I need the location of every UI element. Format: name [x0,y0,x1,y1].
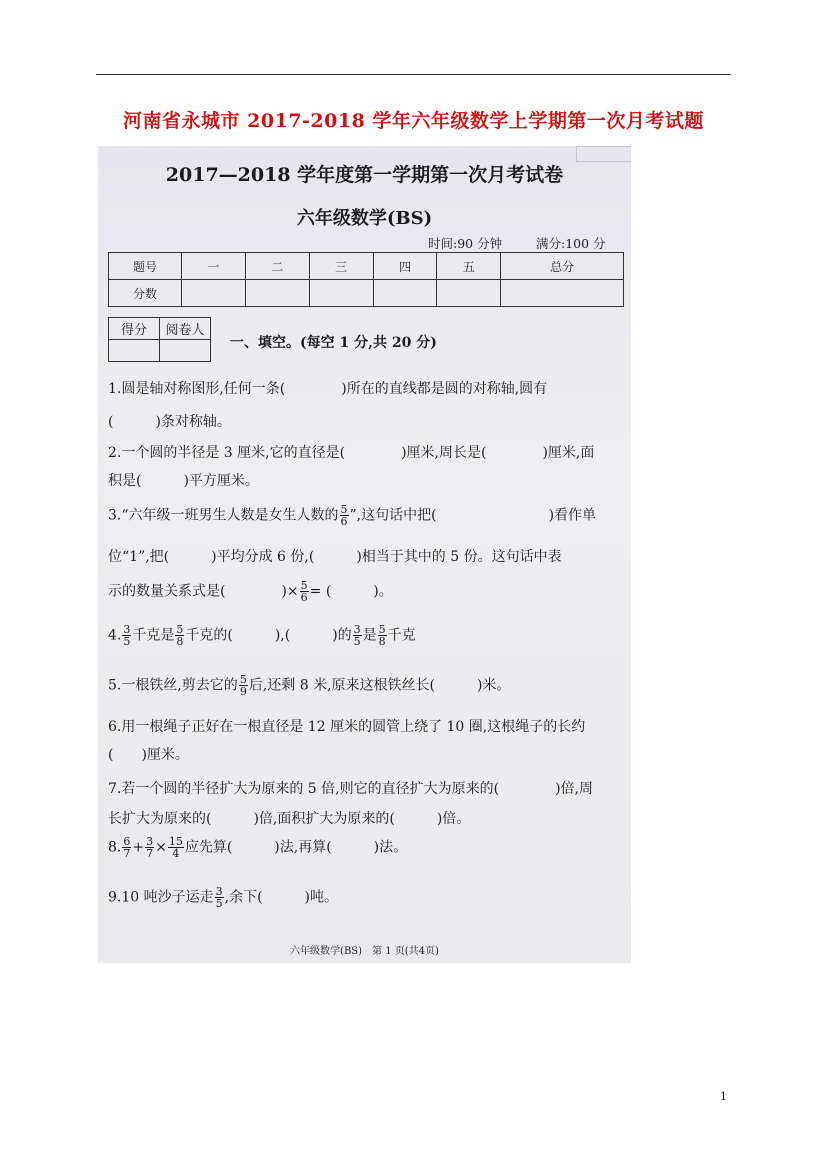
score-table [108,252,624,307]
score-table-cell: 三 [309,253,373,280]
exam-photo [98,146,631,963]
question-1-line-1: 1.圆是轴对称图形,任何一条( )所在的直线都是圆的对称轴,圆有 [108,381,548,397]
fraction-numerator: 5 [378,623,386,636]
question-6-line-2: ( )厘米。 [108,747,189,763]
question-text: = ( )。 [309,583,393,600]
top-rule [96,74,731,75]
question-text: 5.一根铁丝,剪去它的 [108,677,238,694]
question-7-line-2: 长扩大为原来的( )倍,面积扩大为原来的( )倍。 [108,811,471,827]
question-text: 示的数量关系式是( )× [108,583,299,600]
score-blank-cell [182,280,246,307]
fraction-numerator: 15 [168,835,183,848]
fraction [340,504,349,527]
score-table-cell: 题号 [109,253,182,280]
question-text: 9.10 吨沙子运走 [108,889,214,906]
fraction-numerator: 6 [123,835,131,848]
score-table-cell: 一 [182,253,246,280]
score-blank-cell [309,280,373,307]
fraction-numerator: 3 [146,835,154,848]
fraction-denominator: 4 [172,847,180,860]
score-table-cell: 五 [437,253,501,280]
score-table-cell: 分数 [109,280,182,307]
grader-table [108,317,211,362]
fraction-numerator: 5 [239,673,247,686]
exam-paper [98,146,631,963]
question-7-line-1: 7.若一个圆的半径扩大为原来的 5 倍,则它的直径扩大为原来的( )倍,周 [108,781,593,797]
score-table-cell: 二 [245,253,309,280]
question-text: ”,这句话中把( )看作单 [349,507,597,524]
question-text: 千克是 [132,627,175,644]
fraction-numerator: 5 [300,579,308,592]
fraction-numerator: 5 [176,623,184,636]
question-3-line-1 [108,504,596,527]
question-6-line-1: 6.用一根绳子正好在一根直径是 12 厘米的圆管上绕了 10 圈,这根绳子的长约 [108,719,586,735]
page-number: 1 [720,1090,727,1103]
fraction-denominator: 5 [353,635,361,648]
grader-blank-cell [160,340,211,362]
question-text: 8. [108,839,122,856]
score-blank-cell [437,280,501,307]
fraction [239,674,248,697]
question-text: ,余下( )吨。 [224,889,338,906]
fraction [175,624,184,647]
fraction-denominator: 9 [239,685,247,698]
grader-cell: 阅卷人 [160,318,211,340]
fraction-denominator: 5 [123,635,131,648]
grader-cell: 得分 [109,318,160,340]
question-text: 4. [108,627,122,644]
fraction-denominator: 8 [378,635,386,648]
fraction [353,624,362,647]
question-text: 千克的( ),( )的 [185,627,352,644]
question-4 [108,624,416,647]
fraction-denominator: 6 [300,591,308,604]
score-table-header-row [109,253,624,280]
question-5 [108,674,510,697]
fraction [122,836,131,859]
fraction [168,836,184,859]
score-blank-cell [245,280,309,307]
exam-subtitle: 六年级数学(BS) [296,208,433,229]
exam-footer: 六年级数学(BS) 第 1 页(共4页) [290,946,439,957]
question-2-line-2: 积是( )平方厘米。 [108,473,259,489]
exam-full-score: 满分:100 分 [536,236,606,251]
grader-blank-cell [109,340,160,362]
question-2-line-1: 2.一个圆的半径是 3 厘米,它的直径是( )厘米,周长是( )厘米,面 [108,445,595,461]
question-8 [108,836,407,859]
section-heading: 一、填空。(每空 1 分,共 20 分) [230,335,437,351]
score-blank-cell [373,280,437,307]
fraction-denominator: 7 [146,847,154,860]
question-text: 千克 [387,627,416,644]
question-text: 是 [362,627,377,644]
fraction-numerator: 3 [215,885,223,898]
fraction-numerator: 5 [340,503,348,516]
exam-time: 时间:90 分钟 [428,236,503,251]
score-blank-cell [501,280,624,307]
fraction-denominator: 7 [123,847,131,860]
question-9 [108,886,338,909]
fraction-denominator: 5 [215,897,223,910]
fraction [215,886,224,909]
score-table-row [109,280,624,307]
question-3-line-2: 位“1”,把( )平均分成 6 份,( )相当于其中的 5 份。这句话中表 [108,549,562,565]
question-text: 3.“六年级一班男生人数是女生人数的 [108,507,339,524]
score-table-cell: 总分 [501,253,624,280]
question-1-line-2: ( )条对称轴。 [108,414,231,430]
question-text: 应先算( )法,再算( )法。 [184,839,408,856]
exam-title: 2017—2018 学年度第一学期第一次月考试卷 [165,164,564,186]
page-title: 河南省永城市 2017-2018 学年六年级数学上学期第一次月考试题 [123,110,704,132]
fraction [122,624,131,647]
score-table-cell: 四 [373,253,437,280]
fraction-numerator: 3 [123,623,131,636]
fraction-denominator: 8 [176,635,184,648]
question-text: × [155,839,167,856]
fraction [300,580,309,603]
fraction-numerator: 3 [353,623,361,636]
fraction-denominator: 6 [340,515,348,528]
fraction [145,836,154,859]
question-3-line-3 [108,580,393,603]
fraction [378,624,387,647]
question-text: 后,还剩 8 米,原来这根铁丝长( )米。 [248,677,511,694]
question-text: + [132,839,145,856]
